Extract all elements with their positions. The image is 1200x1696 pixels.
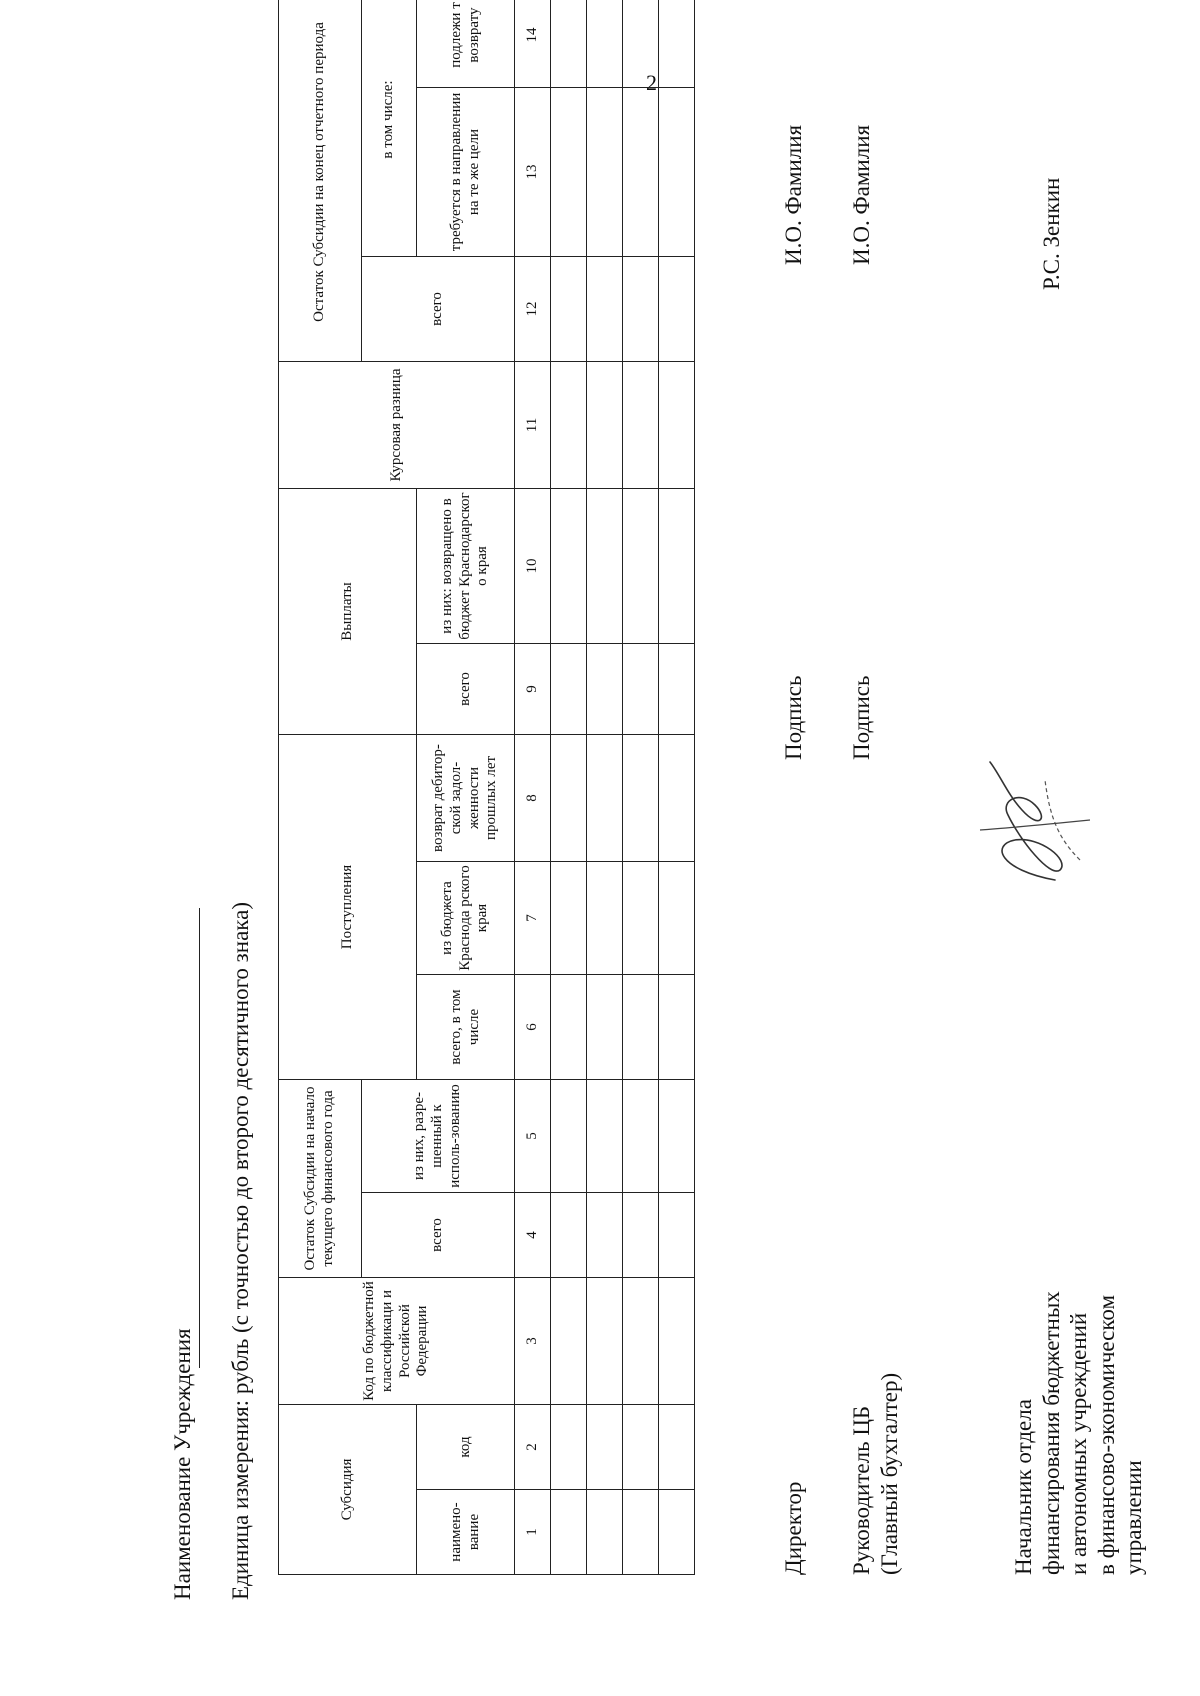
table-row (623, 0, 659, 1575)
column-number: 9 (515, 644, 551, 735)
header-name: наимено-вание (417, 1490, 515, 1575)
department-head-role-line: финансирования бюджетных (1038, 1291, 1064, 1575)
director-signature-label: Подпись (781, 675, 806, 760)
column-number: 5 (515, 1080, 551, 1193)
unit-of-measure: Единица измерения: рубль (с точностью до второго десятичного знака) (228, 902, 253, 1600)
handwritten-signature (960, 750, 1100, 900)
landscape-content (170, 2, 1200, 1600)
column-number: 10 (515, 489, 551, 644)
department-head-role-line: и автономных учреждений (1066, 1312, 1092, 1575)
header-receipts: Поступления (279, 735, 417, 1080)
column-number: 13 (515, 88, 551, 257)
column-number: 4 (515, 1193, 551, 1278)
institution-label: Наименование Учреждения (170, 1328, 195, 1600)
column-number: 2 (515, 1405, 551, 1490)
chief-accountant-role (848, 1373, 903, 1575)
header-balance-start: Остаток Субсидии на начало текущего финансового года (279, 1080, 362, 1278)
header-including: в том числе: (362, 0, 417, 257)
column-number: 11 (515, 362, 551, 489)
department-head-role (1010, 1291, 1148, 1575)
department-head-name: Р.С. Зенкин (1039, 177, 1064, 290)
chief-accountant-role-line: (Главный бухгалтер) (876, 1372, 902, 1575)
subsidy-report-table (278, 0, 695, 1575)
department-head-role-line: в финансово-экономическом (1093, 1294, 1119, 1575)
header-balance-end: Остаток Субсидии на конец отчетного периода (279, 0, 362, 362)
column-numbers-row (515, 0, 551, 1575)
header-budget-code: Код по бюджетной классификаци и Российской Федерации (279, 1278, 515, 1405)
header-balance-start-total: всего (362, 1193, 515, 1278)
department-head-role-line: управлении (1121, 1460, 1147, 1575)
header-subsidy: Субсидия (279, 1405, 417, 1575)
chief-accountant-role-line: Руководитель ЦБ (849, 1405, 874, 1575)
institution-underline (199, 908, 201, 1368)
column-number: 6 (515, 975, 551, 1080)
header-payments: Выплаты (279, 489, 417, 735)
column-number: 8 (515, 735, 551, 862)
header-code: код (417, 1405, 515, 1490)
department-head-role-line: Начальник отдела (1011, 1399, 1036, 1575)
header-payments-total: всего (417, 644, 515, 735)
director-name: И.О. Фамилия (781, 124, 806, 265)
header-exchange-difference: Курсовая разница (279, 362, 515, 489)
chief-accountant-name: И.О. Фамилия (849, 124, 874, 265)
header-balance-start-allowed: из них, разре-шенный к исполь-зованию (362, 1080, 515, 1193)
table-row (587, 0, 623, 1575)
header-balance-end-same-purpose: требуется в направлении на те же цели (417, 88, 515, 257)
chief-accountant-signature-label: Подпись (849, 675, 874, 760)
column-number: 12 (515, 257, 551, 362)
header-payments-returned: из них: возвращено в бюджет Краснодарског о края (417, 489, 515, 644)
header-receipts-regional: из бюджета Краснода рского края (417, 862, 515, 975)
director-role: Директор (781, 1481, 806, 1575)
table-row (659, 0, 695, 1575)
table-row (551, 0, 587, 1575)
column-number: 7 (515, 862, 551, 975)
page-number: 2 (646, 70, 657, 95)
column-number: 1 (515, 1490, 551, 1575)
header-receipts-receivables: возврат дебитор-ской задол-женности прошлых лет (417, 735, 515, 862)
column-number: 14 (515, 0, 551, 88)
header-row-groups (279, 0, 362, 1575)
header-balance-end-total: всего (362, 257, 515, 362)
header-balance-end-to-return: подлежи т возврату (417, 0, 515, 88)
header-receipts-total: всего, в том числе (417, 975, 515, 1080)
column-number: 3 (515, 1278, 551, 1405)
